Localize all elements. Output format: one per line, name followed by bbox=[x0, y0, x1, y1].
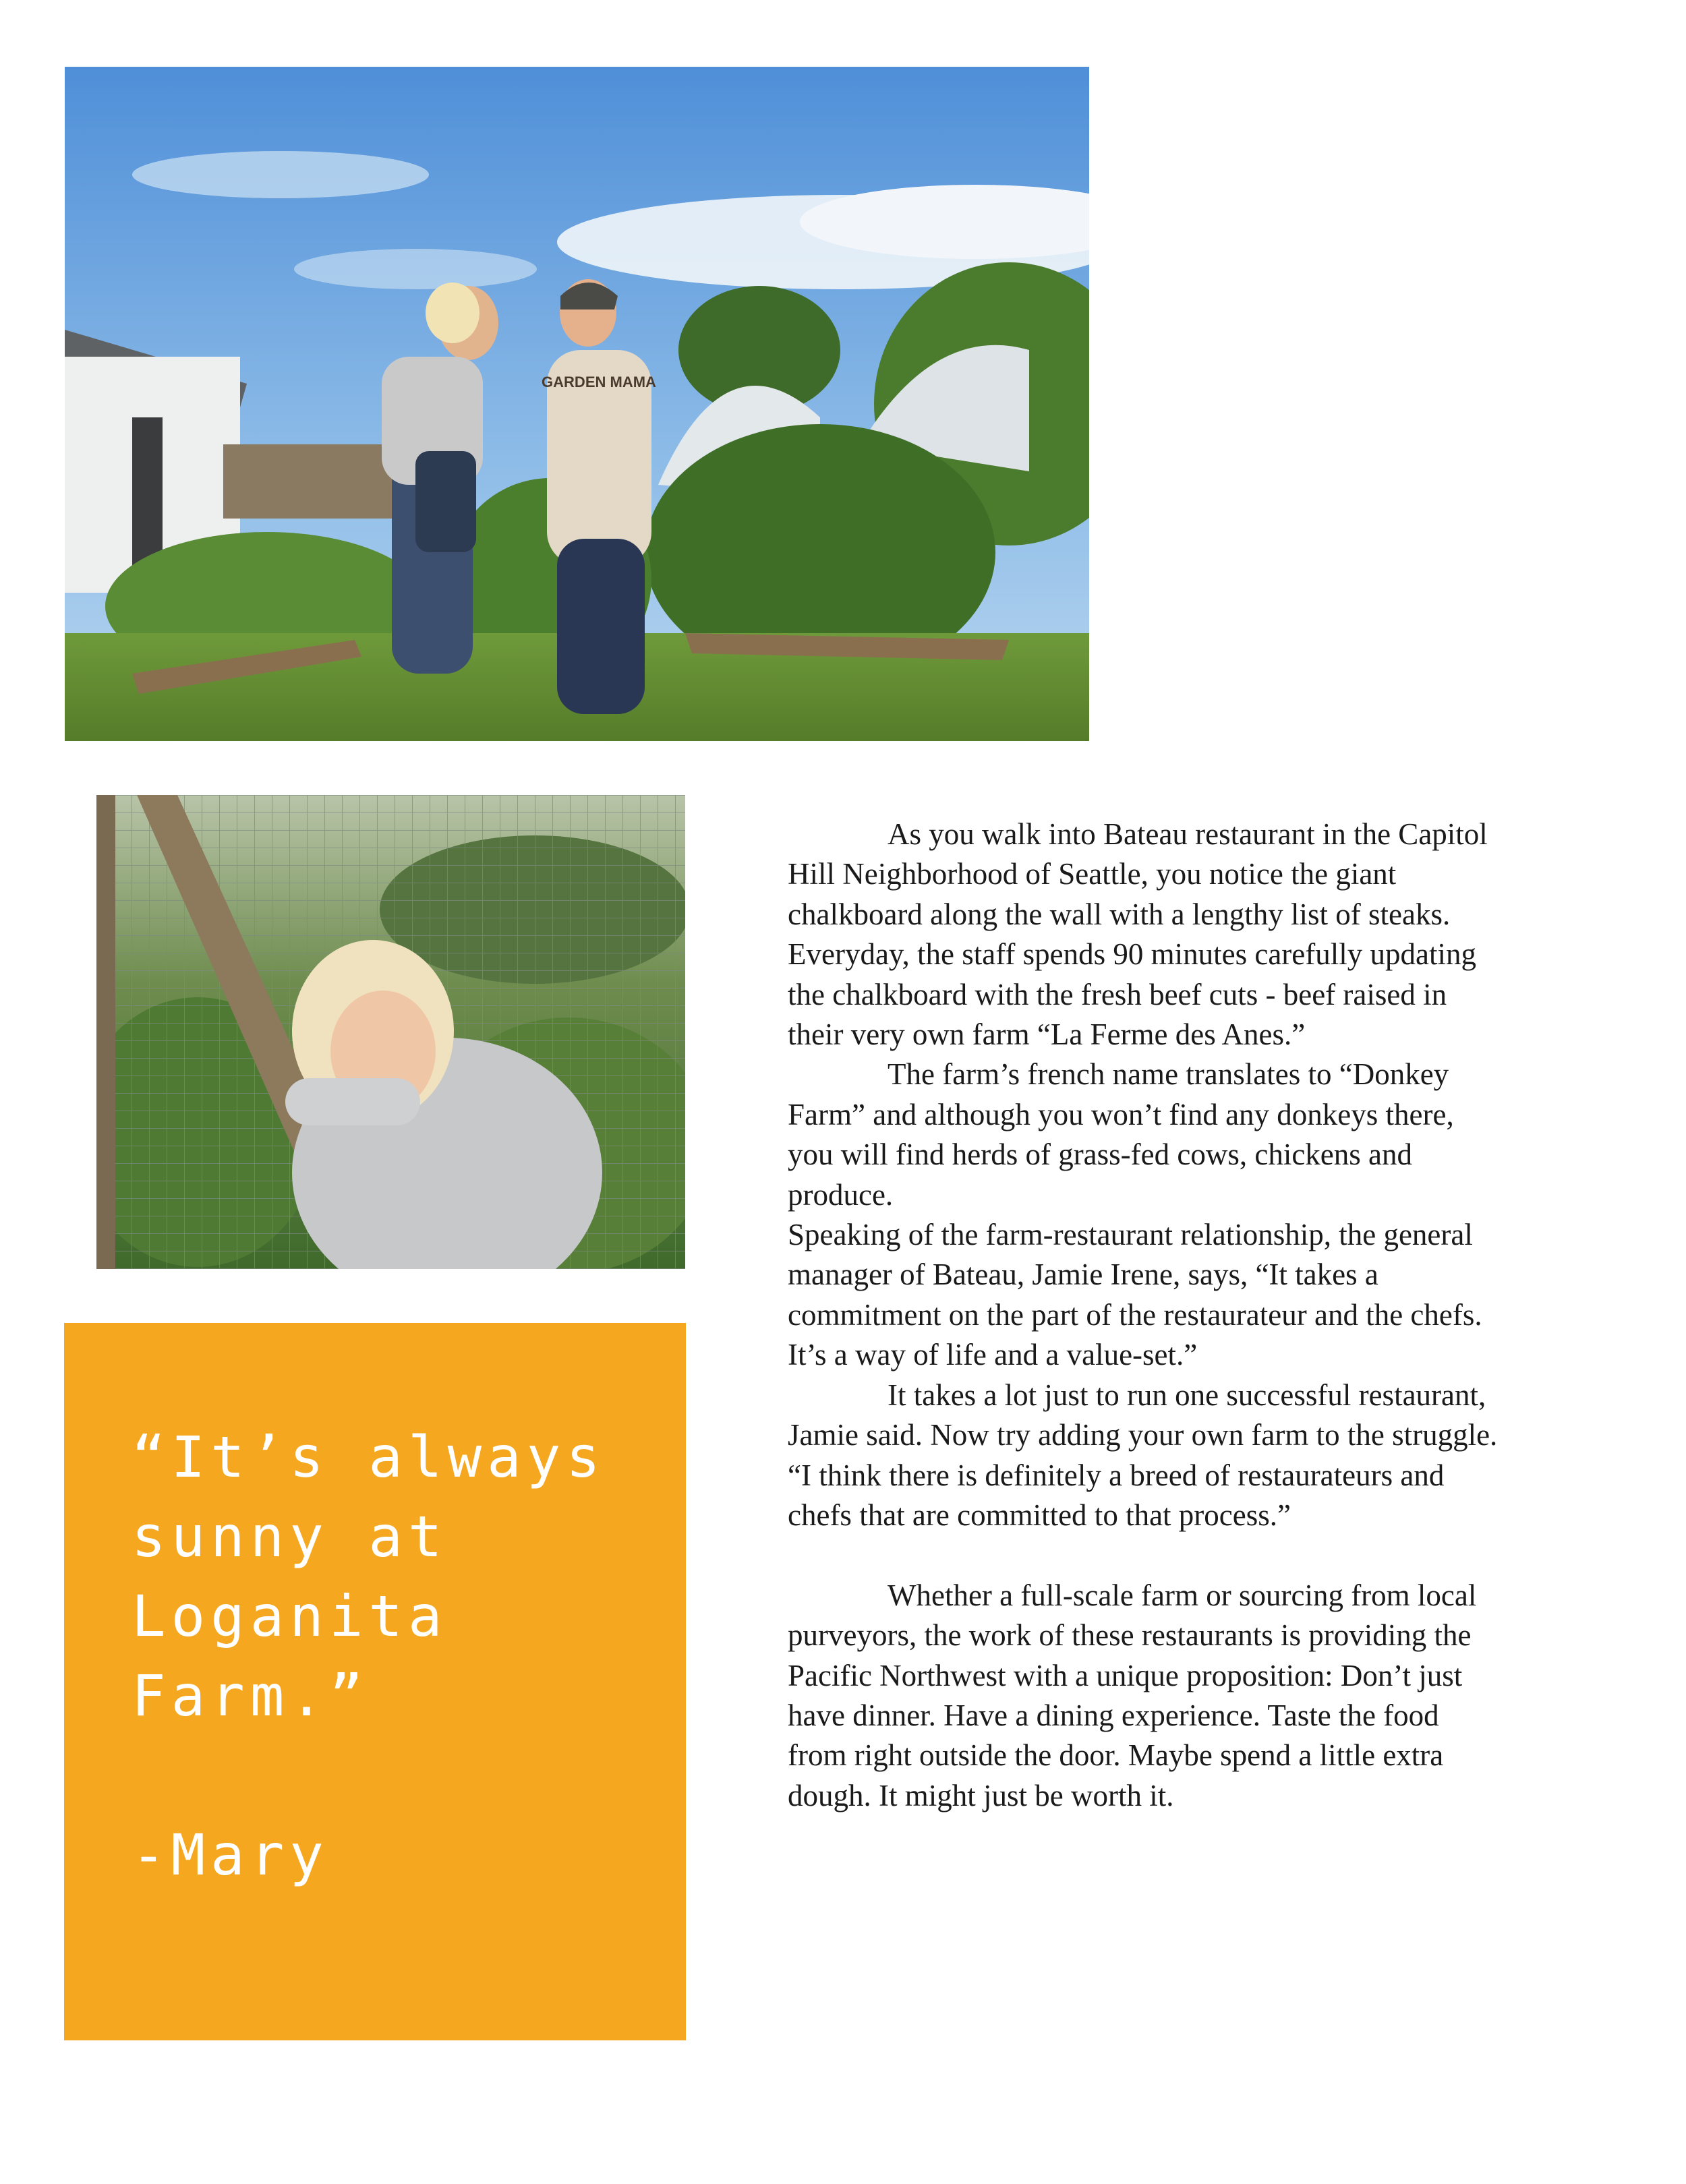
article-paragraph: It takes a lot just to run one successful restaurant, Jamie said. Now try adding your own farm to the struggle. “I think there is definitely a breed of restaurateurs and chefs that are committed to that process.” bbox=[788, 1378, 1498, 1532]
article-paragraph: Whether a full-scale farm or sourcing from local purveyors, the work of these restaurants is providing the Pacific Northwest with a unique proposition: Don’t just have dinner. Have a dining experience. Taste the food from right outside the door. Maybe spend a little extra dough. It might just be worth it. bbox=[788, 1578, 1477, 1812]
paragraph-spacer bbox=[788, 1535, 1503, 1575]
hero-photo bbox=[65, 67, 1089, 741]
article-paragraph: Speaking of the farm-restaurant relationship, the general manager of Bateau, Jamie Irene, says, “It takes a commitment on the part of the restaurateur and the chefs. It’s a way of life and a value-set.” bbox=[788, 1218, 1482, 1372]
shirt-text: GARDEN MAMA bbox=[542, 374, 656, 390]
pull-quote-text: “It’s always sunny at Loganita Farm.” bbox=[132, 1424, 645, 1729]
pull-quote-box bbox=[64, 1323, 686, 2040]
article-paragraph: The farm’s french name translates to “Donkey Farm” and although you won’t find any donkeys there, you will find herds of grass-fed cows, chickens and produce. bbox=[788, 1057, 1454, 1212]
garden-family-image bbox=[65, 67, 1089, 741]
child-fence-image bbox=[96, 795, 685, 1269]
article-body bbox=[788, 815, 1503, 1816]
pull-quote-attribution: -Mary bbox=[132, 1822, 329, 1888]
article-paragraph: As you walk into Bateau restaurant in the Capitol Hill Neighborhood of Seattle, you notice the giant chalkboard along the wall with a lengthy list of steaks. Everyday, the staff spends 90 minutes carefully updating the chalkboard with the fresh beef cuts - beef raised in their very own farm “La Ferme des Anes.” bbox=[788, 817, 1488, 1052]
child-photo bbox=[96, 795, 685, 1269]
